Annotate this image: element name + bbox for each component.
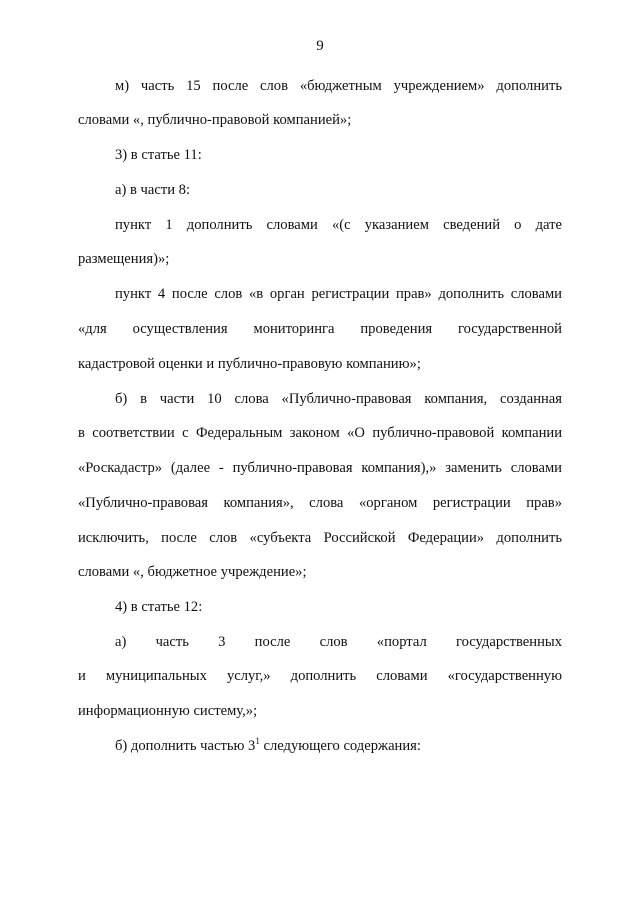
page-number: 9 — [316, 38, 324, 54]
text-line: пункт 4 после слов «в орган регистрации прав» дополнить словами — [115, 286, 562, 302]
text-line: информационную систему,»; — [78, 703, 258, 719]
text-line: 4) в статье 12: — [115, 599, 203, 615]
superscript: 1 — [255, 736, 260, 746]
text-line: а) в части 8: — [115, 182, 191, 198]
text-fragment: следующего содержания: — [259, 738, 421, 754]
text-line: исключить, после слов «субъекта Российской Федерации» дополнить — [78, 530, 562, 546]
text-line: пункт 1 дополнить словами «(с указанием сведений о дате — [115, 217, 562, 233]
text-line: а) часть 3 после слов «портал государственных — [115, 634, 562, 650]
text-line: словами «, бюджетное учреждение»; — [78, 564, 307, 580]
text-line: словами «, публично-правовой компанией»; — [78, 112, 352, 128]
text-line: б) в части 10 слова «Публично-правовая компания, созданная — [115, 391, 562, 407]
text-line-with-superscript — [115, 737, 562, 755]
text-line: кадастровой оценки и публично-правовую компанию»; — [78, 356, 421, 372]
text-line: и муниципальных услуг,» дополнить словами «государственную — [78, 668, 562, 684]
text-line: «для осуществления мониторинга проведения государственной — [78, 321, 562, 337]
text-line: «Роскадастр» (далее - публично-правовая компания),» заменить словами — [78, 460, 562, 476]
text-line: размещения)»; — [78, 251, 170, 267]
text-fragment: б) дополнить частью 3 — [115, 738, 256, 754]
text-line: м) часть 15 после слов «бюджетным учреждением» дополнить — [115, 78, 562, 94]
text-line: 3) в статье 11: — [115, 147, 202, 163]
text-line: «Публично-правовая компания», слова «органом регистрации прав» — [78, 495, 562, 511]
text-line: в соответствии с Федеральным законом «О публично-правовой компании — [78, 425, 562, 441]
